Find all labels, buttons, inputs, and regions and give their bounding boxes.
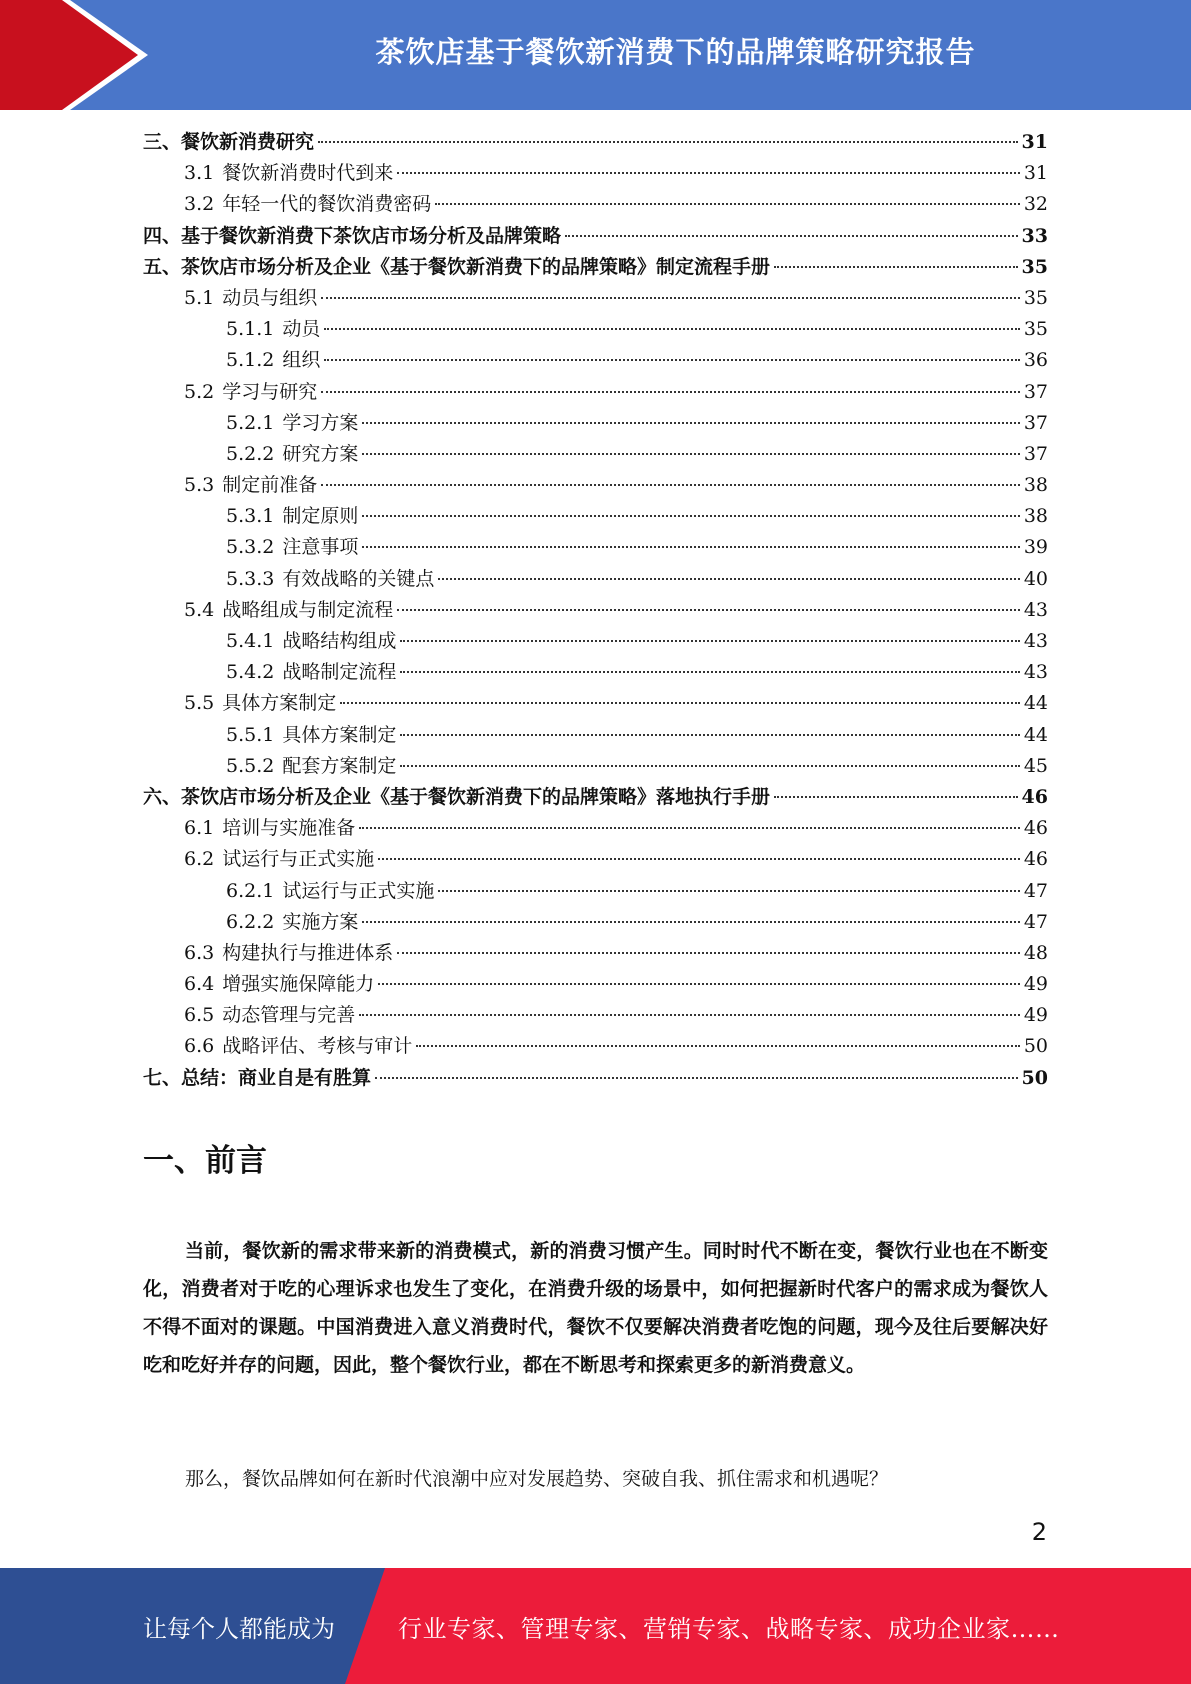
toc-entry-text: 组织 bbox=[282, 349, 321, 372]
toc-entry[interactable] bbox=[143, 345, 1048, 376]
toc-entry-number: 6.4 bbox=[184, 973, 215, 996]
toc-entry-page: 48 bbox=[1023, 941, 1048, 964]
toc-entry[interactable] bbox=[143, 158, 1048, 189]
toc-entry[interactable] bbox=[143, 127, 1048, 158]
toc-entry-text: 五、茶饮店市场分析及企业《基于餐饮新消费下的品牌策略》制定流程手册 bbox=[143, 255, 771, 278]
toc-entry-text: 试运行与正式实施 bbox=[222, 848, 375, 871]
toc-entry-page: 40 bbox=[1023, 567, 1048, 590]
toc-entry-text: 具体方案制定 bbox=[222, 692, 337, 715]
toc-leader-dots bbox=[400, 734, 1019, 736]
toc-entry-page: 49 bbox=[1023, 1004, 1048, 1027]
toc-leader-dots bbox=[362, 921, 1019, 923]
toc-entry-text: 培训与实施准备 bbox=[222, 817, 356, 840]
toc-entry-label bbox=[226, 564, 436, 595]
toc-entry-page: 45 bbox=[1023, 754, 1048, 777]
toc-entry-label bbox=[226, 907, 360, 938]
toc-entry-page: 37 bbox=[1023, 411, 1048, 434]
toc-entry[interactable] bbox=[143, 1063, 1048, 1094]
toc-entry-text: 战略评估、考核与审计 bbox=[222, 1035, 413, 1058]
toc-entry[interactable] bbox=[143, 377, 1048, 408]
toc-entry-label bbox=[143, 252, 772, 283]
toc-entry-page: 47 bbox=[1023, 879, 1048, 902]
toc-leader-dots bbox=[324, 359, 1019, 361]
toc-leader-dots bbox=[321, 297, 1020, 299]
toc-entry-page: 46 bbox=[1021, 785, 1048, 808]
toc-entry-page: 38 bbox=[1023, 474, 1048, 497]
toc-entry[interactable] bbox=[143, 876, 1048, 907]
toc-entry-page: 32 bbox=[1023, 193, 1048, 216]
toc-leader-dots bbox=[321, 484, 1020, 486]
toc-entry-text: 增强实施保障能力 bbox=[222, 973, 375, 996]
toc-entry-number: 5.2.2 bbox=[226, 442, 275, 465]
toc-entry[interactable] bbox=[143, 626, 1048, 657]
toc-entry-label bbox=[226, 626, 398, 657]
toc-leader-dots bbox=[359, 1014, 1020, 1016]
toc-entry-label bbox=[184, 283, 319, 314]
toc-leader-dots bbox=[400, 671, 1019, 673]
toc-entry-label bbox=[226, 751, 398, 782]
toc-entry-page: 43 bbox=[1023, 598, 1048, 621]
toc-entry[interactable] bbox=[143, 688, 1048, 719]
preface-paragraph-2: 那么，餐饮品牌如何在新时代浪潮中应对发展趋势、突破自我、抓住需求和机遇呢？ bbox=[185, 1468, 889, 1490]
toc-entry[interactable] bbox=[143, 1031, 1048, 1062]
toc-entry[interactable] bbox=[143, 813, 1048, 844]
toc-entry-text: 三、餐饮新消费研究 bbox=[143, 131, 315, 153]
toc-entry-number: 5.4.1 bbox=[226, 630, 275, 652]
page-number: 2 bbox=[1031, 1518, 1047, 1546]
toc-leader-dots bbox=[438, 890, 1019, 892]
toc-leader-dots bbox=[375, 1077, 1018, 1079]
preface-paragraph-1: 当前，餐饮新的需求带来新的消费模式，新的消费习惯产生。同时时代不断在变，餐饮行业也在不断变化，消费者对于吃的心理诉求也发生了变化，在消费升级的场景中，如何把握新时代客户的需求成为餐饮人不得不面对的课题。中国消费进入意义消费时代，餐饮不仅要解决消费者吃饱的问题，现今及往后要解决好吃和吃好并存的问题，因此，整个餐饮行业，都在不断思考和探索更多的新消费意义。 bbox=[143, 1240, 1048, 1376]
toc-entry-number: 5.3.2 bbox=[226, 536, 275, 559]
toc-entry[interactable] bbox=[143, 595, 1048, 626]
page-footer bbox=[0, 1568, 1191, 1684]
section-title-preface: 一、前言 bbox=[143, 1143, 267, 1179]
toc-entry[interactable] bbox=[143, 751, 1048, 782]
toc-leader-dots bbox=[378, 858, 1020, 860]
toc-entry[interactable] bbox=[143, 252, 1048, 283]
toc-entry-text: 战略结构组成 bbox=[282, 630, 397, 652]
toc-entry-label bbox=[184, 1000, 357, 1031]
toc-entry[interactable] bbox=[143, 189, 1048, 220]
toc-entry-label bbox=[184, 189, 433, 220]
toc-leader-dots bbox=[774, 796, 1018, 798]
toc-entry[interactable] bbox=[143, 1000, 1048, 1031]
toc-entry-number: 6.2 bbox=[184, 848, 215, 871]
toc-leader-dots bbox=[324, 328, 1019, 330]
toc-entry-label bbox=[184, 813, 357, 844]
toc-leader-dots bbox=[397, 952, 1020, 954]
toc-leader-dots bbox=[435, 203, 1020, 205]
toc-entry[interactable] bbox=[143, 532, 1048, 563]
toc-entry-label bbox=[226, 439, 360, 470]
toc-entry-number: 5.4 bbox=[184, 598, 215, 621]
toc-entry-page: 46 bbox=[1023, 848, 1048, 871]
toc-entry-label bbox=[184, 1031, 414, 1062]
toc-leader-dots bbox=[318, 141, 1018, 143]
toc-leader-dots bbox=[362, 422, 1019, 424]
toc-entry-label bbox=[226, 314, 322, 345]
toc-leader-dots bbox=[400, 640, 1019, 642]
toc-entry[interactable] bbox=[143, 782, 1048, 813]
toc-entry-page: 46 bbox=[1023, 817, 1048, 840]
toc-entry-text: 具体方案制定 bbox=[282, 723, 397, 746]
toc-entry-number: 6.3 bbox=[184, 941, 215, 964]
toc-entry-text: 实施方案 bbox=[282, 910, 359, 933]
page-header bbox=[0, 0, 1191, 110]
toc-entry-page: 44 bbox=[1023, 692, 1048, 715]
toc-leader-dots bbox=[438, 578, 1019, 580]
toc-leader-dots bbox=[362, 546, 1019, 548]
header-title: 茶饮店基于餐饮新消费下的品牌策略研究报告 bbox=[375, 34, 976, 69]
toc-leader-dots bbox=[359, 827, 1020, 829]
toc-entry-number: 5.5.2 bbox=[226, 754, 275, 777]
toc-entry-label bbox=[226, 720, 398, 751]
toc-entry-number: 5.1.1 bbox=[226, 318, 275, 341]
toc-entry-label bbox=[184, 938, 395, 969]
toc-leader-dots bbox=[378, 983, 1020, 985]
toc-entry-label bbox=[226, 657, 398, 688]
toc-entry-text: 研究方案 bbox=[282, 442, 359, 465]
toc-entry-label bbox=[184, 844, 376, 875]
toc-entry-number: 5.2 bbox=[184, 380, 215, 403]
toc-entry-text: 学习与研究 bbox=[222, 380, 318, 403]
toc-entry-number: 3.1 bbox=[184, 162, 215, 185]
toc-entry-number: 3.2 bbox=[184, 193, 215, 216]
toc-entry-text: 构建执行与推进体系 bbox=[222, 941, 394, 964]
toc-entry-page: 31 bbox=[1021, 131, 1048, 153]
toc-entry-page: 43 bbox=[1023, 630, 1048, 652]
toc-entry-text: 试运行与正式实施 bbox=[282, 879, 435, 902]
toc-entry-number: 6.2.1 bbox=[226, 879, 275, 902]
toc-entry[interactable] bbox=[143, 283, 1048, 314]
toc-leader-dots bbox=[400, 765, 1019, 767]
toc-entry[interactable] bbox=[143, 470, 1048, 501]
toc-entry-page: 47 bbox=[1023, 910, 1048, 933]
toc-entry-page: 49 bbox=[1023, 973, 1048, 996]
toc-entry[interactable] bbox=[143, 720, 1048, 751]
toc-entry-text: 制定原则 bbox=[282, 505, 359, 528]
toc-entry[interactable] bbox=[143, 657, 1048, 688]
toc-entry-page: 39 bbox=[1023, 536, 1048, 559]
toc-entry-text: 七、总结：商业自是有胜算 bbox=[143, 1066, 372, 1089]
toc-entry-page: 36 bbox=[1023, 349, 1048, 372]
toc-entry-text: 动态管理与完善 bbox=[222, 1004, 356, 1027]
toc-entry-text: 餐饮新消费时代到来 bbox=[222, 162, 394, 185]
toc-entry[interactable] bbox=[143, 907, 1048, 938]
toc-entry-number: 6.1 bbox=[184, 817, 215, 840]
toc-entry-text: 战略制定流程 bbox=[282, 661, 397, 684]
toc-leader-dots bbox=[321, 391, 1020, 393]
toc-entry-number: 6.6 bbox=[184, 1035, 215, 1058]
toc-entry[interactable] bbox=[143, 221, 1048, 252]
toc-entry-label bbox=[143, 782, 772, 813]
toc-entry-number: 5.5 bbox=[184, 692, 215, 715]
toc-entry-number: 5.5.1 bbox=[226, 723, 275, 746]
toc-entry-label bbox=[226, 532, 360, 563]
toc-entry-label bbox=[226, 501, 360, 532]
toc-entry-text: 战略组成与制定流程 bbox=[222, 598, 394, 621]
toc-entry-page: 37 bbox=[1023, 380, 1048, 403]
toc-entry-page: 33 bbox=[1021, 224, 1048, 247]
toc-entry-number: 5.1.2 bbox=[226, 349, 275, 372]
toc-entry-label bbox=[184, 158, 395, 189]
toc-leader-dots bbox=[362, 515, 1019, 517]
toc-entry[interactable] bbox=[143, 501, 1048, 532]
toc-leader-dots bbox=[362, 453, 1019, 455]
toc-entry-text: 配套方案制定 bbox=[282, 754, 397, 777]
toc-entry-label bbox=[226, 345, 322, 376]
toc-entry-label bbox=[143, 127, 316, 158]
toc-entry[interactable] bbox=[143, 408, 1048, 439]
toc-entry-text: 年轻一代的餐饮消费密码 bbox=[222, 193, 432, 216]
toc-entry-page: 38 bbox=[1023, 505, 1048, 528]
toc-entry[interactable] bbox=[143, 844, 1048, 875]
toc-entry-label bbox=[184, 377, 319, 408]
toc-entry-label bbox=[184, 688, 338, 719]
footer-slogan-left: 让每个人都能成为 bbox=[143, 1614, 335, 1643]
toc-entry[interactable] bbox=[143, 564, 1048, 595]
toc-leader-dots bbox=[565, 235, 1018, 237]
toc-entry-page: 31 bbox=[1023, 162, 1048, 185]
toc-entry-number: 5.3.3 bbox=[226, 567, 275, 590]
toc-entry-page: 35 bbox=[1023, 286, 1048, 309]
toc-entry-page: 35 bbox=[1021, 255, 1048, 278]
header-red-arrow-decoration bbox=[0, 0, 160, 110]
toc-entry-text: 学习方案 bbox=[282, 411, 359, 434]
toc-entry-label bbox=[226, 876, 436, 907]
toc-entry-number: 6.5 bbox=[184, 1004, 215, 1027]
toc-entry-text: 制定前准备 bbox=[222, 474, 318, 497]
toc-entry-number: 5.3.1 bbox=[226, 505, 275, 528]
toc-entry-page: 35 bbox=[1023, 318, 1048, 341]
toc-entry-label bbox=[143, 221, 563, 252]
toc-entry-page: 50 bbox=[1021, 1066, 1048, 1089]
toc-entry[interactable] bbox=[143, 938, 1048, 969]
toc-entry-label bbox=[143, 1063, 373, 1094]
toc-entry-text: 四、基于餐饮新消费下茶饮店市场分析及品牌策略 bbox=[143, 224, 562, 247]
toc-entry-page: 43 bbox=[1023, 661, 1048, 684]
toc-entry-number: 5.3 bbox=[184, 474, 215, 497]
toc-leader-dots bbox=[397, 609, 1020, 611]
toc-entry[interactable] bbox=[143, 439, 1048, 470]
toc-leader-dots bbox=[774, 266, 1018, 268]
toc-entry-text: 有效战略的关键点 bbox=[282, 567, 435, 590]
toc-entry-number: 6.2.2 bbox=[226, 910, 275, 933]
toc-entry-label bbox=[184, 595, 395, 626]
toc-entry-number: 5.4.2 bbox=[226, 661, 275, 684]
toc-entry-number: 5.2.1 bbox=[226, 411, 275, 434]
toc-entry-page: 44 bbox=[1023, 723, 1048, 746]
toc-entry-text: 六、茶饮店市场分析及企业《基于餐饮新消费下的品牌策略》落地执行手册 bbox=[143, 785, 771, 808]
toc-entry-text: 动员与组织 bbox=[222, 286, 318, 309]
toc-entry-text: 动员 bbox=[282, 318, 321, 341]
toc-entry[interactable] bbox=[143, 969, 1048, 1000]
toc-leader-dots bbox=[340, 702, 1020, 704]
toc-entry[interactable] bbox=[143, 314, 1048, 345]
table-of-contents bbox=[143, 127, 1048, 1094]
toc-entry-label bbox=[226, 408, 360, 439]
toc-leader-dots bbox=[397, 172, 1020, 174]
toc-entry-label bbox=[184, 470, 319, 501]
footer-slogan-right: 行业专家、管理专家、营销专家、战略专家、成功企业家…… bbox=[398, 1614, 1060, 1643]
toc-leader-dots bbox=[416, 1045, 1020, 1047]
toc-entry-page: 50 bbox=[1023, 1035, 1048, 1058]
toc-entry-text: 注意事项 bbox=[282, 536, 359, 559]
toc-entry-number: 5.1 bbox=[184, 286, 215, 309]
toc-entry-page: 37 bbox=[1023, 442, 1048, 465]
toc-entry-label bbox=[184, 969, 376, 1000]
